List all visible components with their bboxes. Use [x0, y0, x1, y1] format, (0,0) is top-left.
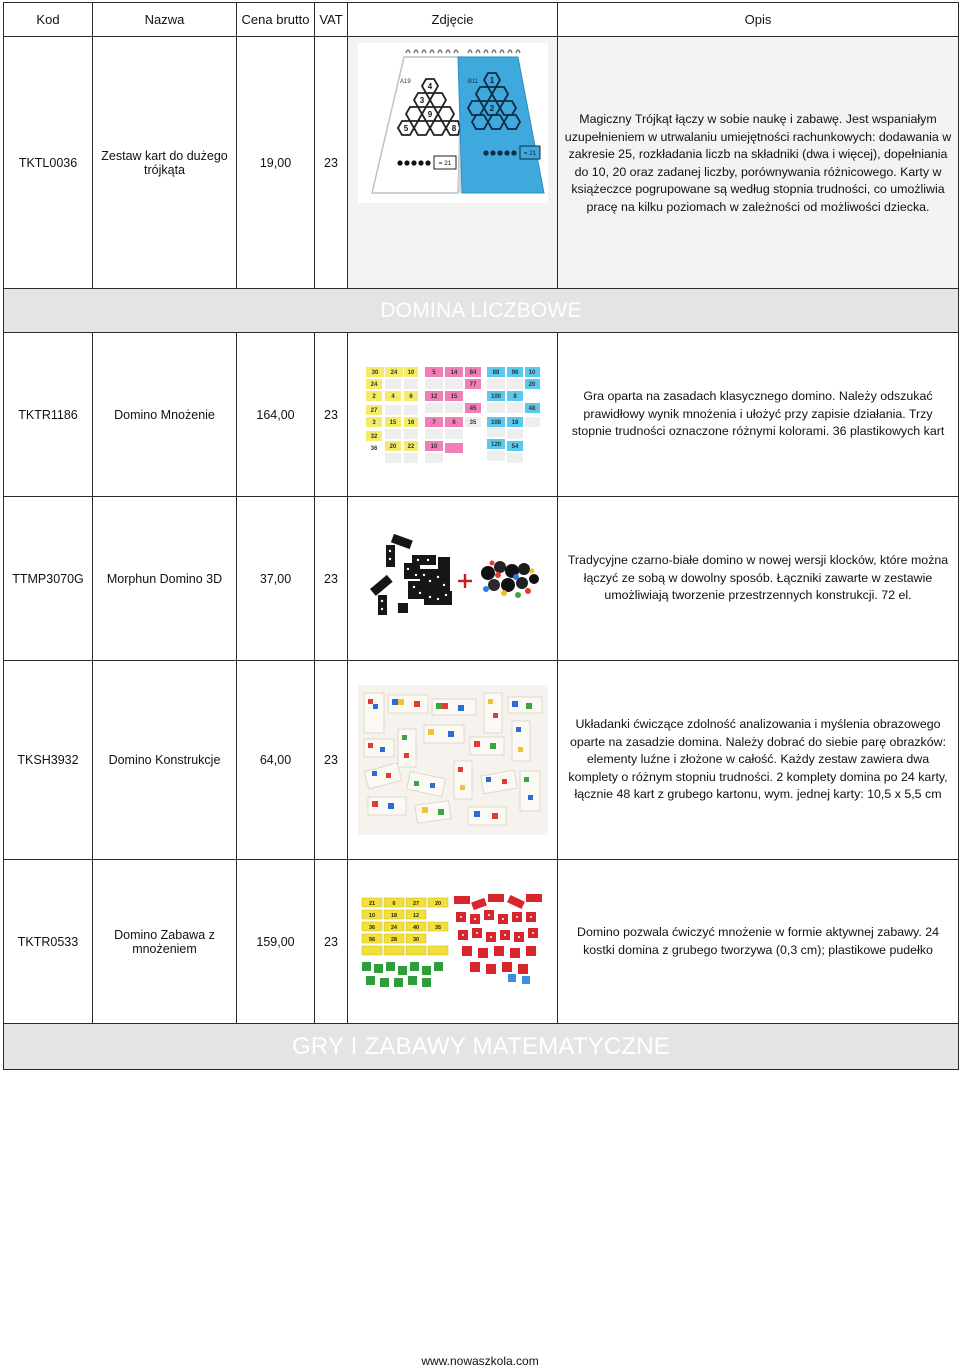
table-row	[4, 661, 959, 860]
multiplication-domino-photo	[363, 363, 543, 467]
svg-text:15: 15	[450, 393, 457, 400]
svg-text:36: 36	[370, 445, 377, 452]
svg-text:24: 24	[390, 924, 397, 931]
svg-text:18: 18	[511, 419, 518, 426]
svg-text:40: 40	[412, 924, 419, 931]
svg-text:21: 21	[368, 900, 375, 907]
product-vat: 23	[315, 497, 348, 661]
product-description: Magiczny Trójkąt łączy w sobie naukę i zabawę. Jest wspaniałym uzupełnieniem w utrwalaniu umiejętności rachunkowych: dodawania w zakresie 25, rozkładania liczb na składniki (dwa i więcej), dopełniania do 10, 20 oraz zadanej liczby, porównywania różnicowego. Karty w książeczce pogrupowane są według stopnia trudności, co umożliwia pracę na kilku poziomach w zależności od możliwości dziecka.	[558, 37, 959, 289]
svg-text:15: 15	[389, 419, 396, 426]
product-description: Domino pozwala ćwiczyć mnożenie w formie aktywnej zabawy. 24 kostki domina z grubego tworzywa (0,3 cm); plastikowe pudełko	[558, 860, 959, 1024]
svg-text:6: 6	[391, 900, 396, 907]
header-opis: Opis	[558, 3, 959, 37]
multiplication-fun-domino-photo	[358, 890, 548, 994]
svg-text:100: 100	[490, 393, 501, 400]
product-description: Tradycyjne czarno-białe domino w nowej wersji klocków, które można łączyć ze sobą w dowolny sposób. Łączniki zawarte w zestawie umożliwiają tworzenie przestrzennych konstrukcji. 72 el.	[558, 497, 959, 661]
svg-text:35: 35	[469, 419, 476, 426]
svg-text:36: 36	[368, 924, 375, 931]
svg-text:30: 30	[412, 936, 419, 943]
section-title-domina: DOMINA LICZBOWE	[4, 289, 959, 333]
product-code: TKTL0036	[4, 37, 93, 289]
product-table	[3, 2, 959, 1070]
svg-text:48: 48	[528, 405, 535, 412]
product-name: Morphun Domino 3D	[93, 497, 237, 661]
product-name: Zestaw kart do dużego trójkąta	[93, 37, 237, 289]
product-vat: 23	[315, 860, 348, 1024]
svg-text:= 21: = 21	[438, 160, 451, 167]
svg-text:4: 4	[390, 393, 395, 400]
table-row	[4, 497, 959, 661]
header-nazwa: Nazwa	[93, 3, 237, 37]
svg-text:12: 12	[430, 393, 437, 400]
header-cena: Cena brutto	[237, 3, 315, 37]
svg-text:= 21: = 21	[523, 150, 536, 157]
svg-text:2: 2	[371, 393, 376, 400]
product-price: 159,00	[237, 860, 315, 1024]
svg-text:3: 3	[371, 419, 376, 426]
svg-text:77: 77	[469, 381, 476, 388]
svg-text:35: 35	[434, 924, 441, 931]
svg-text:14: 14	[450, 369, 457, 376]
morphun-domino-photo	[358, 533, 548, 625]
table-row	[4, 860, 959, 1024]
product-name: Domino Zabawa z mnożeniem	[93, 860, 237, 1024]
product-price: 19,00	[237, 37, 315, 289]
header-vat: VAT	[315, 3, 348, 37]
product-price: 164,00	[237, 333, 315, 497]
product-code: TKSH3932	[4, 661, 93, 860]
section-header-row	[4, 1024, 959, 1070]
product-vat: 23	[315, 37, 348, 289]
svg-text:120: 120	[490, 441, 501, 448]
header-zdjecie: Zdjęcie	[348, 3, 558, 37]
product-code: TKTR1186	[4, 333, 93, 497]
svg-text:5: 5	[431, 369, 436, 376]
product-vat: 23	[315, 661, 348, 860]
product-description: Gra oparta na zasadach klasycznego domino. Należy odszukać prawidłowy wynik mnożenia i ułożyć przy zapisie działania. Trzy stopnie trudności oznaczone różnymi kolorami. 36 plastikowych kart	[558, 333, 959, 497]
svg-text:10: 10	[407, 369, 414, 376]
product-image-cell	[348, 333, 558, 497]
svg-text:4: 4	[427, 82, 432, 91]
header-kod: Kod	[4, 3, 93, 37]
svg-text:27: 27	[370, 407, 377, 414]
svg-text:12: 12	[412, 912, 419, 919]
construction-domino-photo	[358, 685, 548, 835]
svg-text:30: 30	[371, 369, 378, 376]
svg-text:96: 96	[511, 369, 518, 376]
product-image-cell	[348, 661, 558, 860]
product-image-cell	[348, 497, 558, 661]
svg-text:9: 9	[427, 110, 432, 119]
svg-text:8: 8	[451, 124, 456, 133]
product-code: TKTR0533	[4, 860, 93, 1024]
svg-text:27: 27	[412, 900, 419, 907]
svg-text:20: 20	[389, 443, 396, 450]
svg-text:20: 20	[434, 900, 441, 907]
svg-text:56: 56	[368, 936, 375, 943]
svg-text:20: 20	[528, 381, 535, 388]
product-image-cell	[348, 37, 558, 289]
product-price: 64,00	[237, 661, 315, 860]
svg-text:18: 18	[390, 912, 397, 919]
svg-text:54: 54	[511, 443, 518, 450]
product-vat: 23	[315, 333, 348, 497]
svg-text:32: 32	[370, 433, 377, 440]
section-title-gry: GRY I ZABAWY MATEMATYCZNE	[4, 1024, 959, 1070]
footer-url: www.nowaszkola.com	[421, 1354, 539, 1368]
svg-text:16: 16	[407, 419, 414, 426]
svg-text:88: 88	[492, 369, 499, 376]
product-description: Układanki ćwiczące zdolność analizowania i myślenia obrazowego oparte na zasadzie domina. Należy dobrać do siebie parę obrazków: elementy luźne i złożone w całość. Każdy zestaw zawiera dwa komplety o różnym stopniu trudności. 2 komplety domina po 24 karty, łącznie 48 kart z grubego kartonu, wym. jednej karty: 10,5 x 5,5 cm	[558, 661, 959, 860]
svg-text:8: 8	[512, 393, 517, 400]
svg-text:10: 10	[430, 443, 437, 450]
svg-text:24: 24	[370, 381, 377, 388]
svg-text:22: 22	[407, 443, 414, 450]
triangle-cards-photo	[358, 43, 548, 203]
section-header-row	[4, 289, 959, 333]
svg-text:6: 6	[451, 419, 456, 426]
table-row	[4, 333, 959, 497]
svg-text:1: 1	[489, 76, 494, 85]
svg-text:10: 10	[368, 912, 375, 919]
table-header-row	[4, 3, 959, 37]
table-row	[4, 37, 959, 289]
svg-text:5: 5	[403, 124, 408, 133]
svg-text:108: 108	[490, 419, 501, 426]
svg-text:3: 3	[419, 96, 424, 105]
product-name: Domino Mnożenie	[93, 333, 237, 497]
svg-text:2: 2	[489, 104, 494, 113]
product-name: Domino Konstrukcje	[93, 661, 237, 860]
svg-text:84: 84	[469, 369, 476, 376]
svg-text:45: 45	[469, 405, 476, 412]
svg-text:6: 6	[408, 393, 413, 400]
svg-text:A19: A19	[399, 79, 411, 85]
svg-text:28: 28	[390, 936, 397, 943]
svg-text:B11: B11	[467, 79, 478, 85]
svg-text:7: 7	[431, 419, 436, 426]
svg-text:10: 10	[528, 369, 535, 376]
product-price: 37,00	[237, 497, 315, 661]
product-image-cell	[348, 860, 558, 1024]
product-code: TTMP3070G	[4, 497, 93, 661]
svg-text:24: 24	[390, 369, 397, 376]
